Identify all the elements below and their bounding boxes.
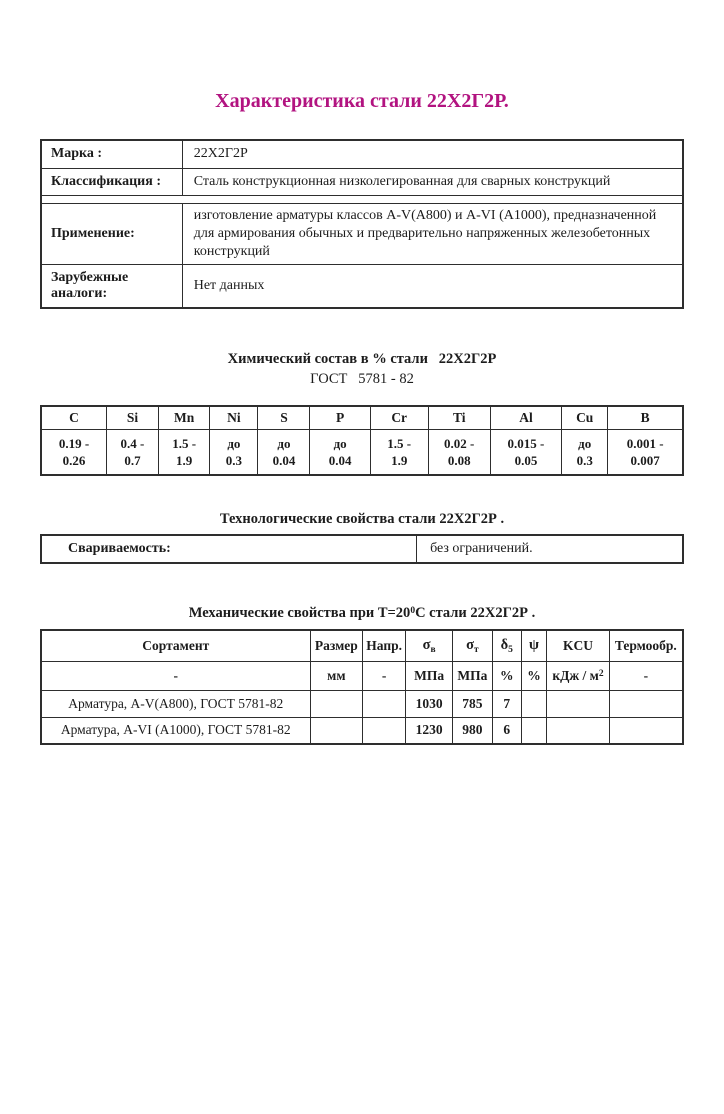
document-page — [0, 90, 724, 745]
size-unit: мм — [310, 661, 363, 690]
sigma-t-value: 980 — [453, 717, 493, 744]
table-row — [41, 264, 683, 308]
table-row — [41, 535, 683, 563]
units-row — [41, 661, 683, 690]
element-range: 1.5 - 1.9 — [370, 429, 428, 475]
superscript-zero: 0 — [410, 606, 416, 616]
size-value — [310, 717, 363, 744]
element-symbol: Si — [106, 406, 158, 429]
separator-row — [41, 195, 683, 203]
kcu-unit: кДж / $м^2$ — [547, 661, 609, 690]
mechanical-section-heading: Механические свойства при $Т=20^0С$ стали 22Х2Г2Р . — [188, 605, 536, 621]
sigma-v-value: 1230 — [406, 717, 453, 744]
sortament-header: Сортамент — [41, 630, 310, 661]
element-symbol: Cr — [370, 406, 428, 429]
application-label: Применение: — [41, 203, 182, 264]
element-range: 0.02 - 0.08 — [428, 429, 490, 475]
delta5-value: 7 — [492, 690, 521, 717]
sigma-v-header: $\sigma_в$ — [406, 630, 453, 661]
technological-properties-table — [40, 534, 684, 564]
direction-value — [363, 717, 406, 744]
table-row — [41, 630, 683, 661]
sortament-value: Арматура, A-V(А800), ГОСТ 5781-82 — [41, 690, 310, 717]
element-range: до 0.3 — [210, 429, 258, 475]
delta5-value: 6 — [492, 717, 521, 744]
element-symbol: P — [310, 406, 370, 429]
classification-value: Сталь конструкционная низколегированная для сварных конструкций — [182, 168, 683, 195]
gost-subheading: ГОСТ 5781 - 82 — [310, 371, 414, 387]
classification-label: Классификация : — [41, 168, 182, 195]
element-range: до 0.04 — [310, 429, 370, 475]
page-title: Характеристика стали 22Х2Г2Р. — [215, 90, 509, 112]
sortament-unit: - — [41, 661, 310, 690]
table-row — [41, 406, 683, 429]
element-symbol: Al — [490, 406, 561, 429]
heat-treatment-header: Термообр. — [609, 630, 683, 661]
steel-info-table — [40, 139, 684, 309]
element-symbol: Mn — [158, 406, 209, 429]
table-row — [41, 690, 683, 717]
chemical-section-heading: Химический состав в % стали 22Х2Г2Р — [227, 351, 497, 367]
element-range: 0.4 - 0.7 — [106, 429, 158, 475]
element-range: 0.001 - 0.007 — [608, 429, 683, 475]
heat-treatment-unit: - — [609, 661, 683, 690]
direction-unit: - — [363, 661, 406, 690]
element-symbol: Cu — [562, 406, 608, 429]
foreign-analogs-label: Зарубежные аналоги: — [41, 264, 182, 308]
sigma-v-value: 1030 — [406, 690, 453, 717]
psi-header: ψ — [521, 630, 547, 661]
sigma-t-unit: МПа — [453, 661, 493, 690]
table-row — [41, 203, 683, 264]
sigma-t-header: $\sigma_т$ — [453, 630, 493, 661]
sigma-v-unit: МПа — [406, 661, 453, 690]
separator-cell — [41, 195, 683, 203]
weldability-value: без ограничений. — [417, 535, 683, 563]
table-row — [41, 717, 683, 744]
kcu-value — [547, 717, 609, 744]
psi-unit: % — [521, 661, 547, 690]
kcu-header: KCU — [547, 630, 609, 661]
delta5-unit: % — [492, 661, 521, 690]
kcu-value — [547, 690, 609, 717]
table-row — [41, 429, 683, 475]
weldability-label: Свариваемость: — [41, 535, 417, 563]
element-range: 0.19 - 0.26 — [41, 429, 106, 475]
grade-value: 22Х2Г2Р — [182, 140, 683, 168]
grade-label: Марка : — [41, 140, 182, 168]
psi-value — [521, 690, 547, 717]
mechanical-properties-table — [40, 629, 684, 745]
element-symbol: B — [608, 406, 683, 429]
sigma-t-value: 785 — [453, 690, 493, 717]
table-row — [41, 168, 683, 195]
element-range: 1.5 - 1.9 — [158, 429, 209, 475]
heat-treatment-value — [609, 717, 683, 744]
delta5-header: $\delta_5$ — [492, 630, 521, 661]
element-symbol: Ni — [210, 406, 258, 429]
application-value: изготовление арматуры классов A-V(А800) и A-VI (А1000), предназначенной для армирования обычных и предварительно напряженных железобетонных конструкций — [182, 203, 683, 264]
psi-value — [521, 717, 547, 744]
chemical-composition-table — [40, 405, 684, 476]
sortament-value: Арматура, A-VI (А1000), ГОСТ 5781-82 — [41, 717, 310, 744]
size-header: Размер — [310, 630, 363, 661]
heat-treatment-value — [609, 690, 683, 717]
size-value — [310, 690, 363, 717]
element-symbol: S — [258, 406, 310, 429]
direction-value — [363, 690, 406, 717]
element-range: до 0.3 — [562, 429, 608, 475]
element-range: 0.015 - 0.05 — [490, 429, 561, 475]
foreign-analogs-value: Нет данных — [182, 264, 683, 308]
element-symbol: C — [41, 406, 106, 429]
technological-section-heading: Технологические свойства стали 22Х2Г2Р . — [219, 511, 505, 527]
element-symbol: Ti — [428, 406, 490, 429]
direction-header: Напр. — [363, 630, 406, 661]
element-range: до 0.04 — [258, 429, 310, 475]
table-row — [41, 140, 683, 168]
